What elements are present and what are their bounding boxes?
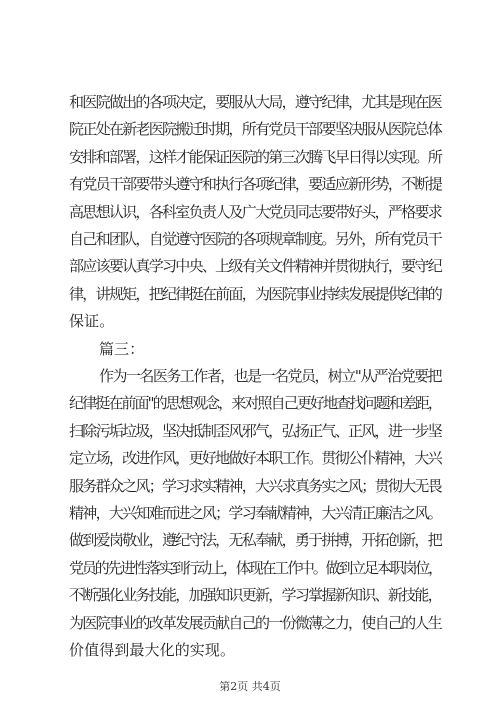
body-text-line: 党员的先进性落实到行动上，体现在工作中。做到立足本职岗位， [69, 559, 441, 577]
body-text-line: 定立场，改进作风，更好地做好本职工作。贯彻公仆精神，大兴 [69, 449, 441, 467]
body-text-line: 有党员干部要带头遵守和执行各项纪律，要适应新形势，不断提 [69, 175, 441, 193]
body-text-line: 价值得到最大化的实现。 [69, 641, 236, 659]
body-text-line: 律，讲规矩，把纪律挺在前面，为医院事业持续发展提供纪律的 [69, 285, 441, 303]
body-text-line: 做到爱岗敬业，遵纪守法，无私奉献，勇于拼搏，开拓创新，把 [69, 531, 441, 549]
body-text-line: 部应该要认真学习中央、上级有关文件精神并贯彻执行，要守纪 [69, 257, 441, 275]
body-text-line: 院正处在新老医院搬迁时期，所有党员干部要坚决服从医院总体 [69, 120, 441, 138]
body-text-line: 精神，大兴知难而进之风；学习奉献精神，大兴清正廉洁之风。 [69, 504, 441, 522]
body-text-line: 和医院做出的各项决定，要服从大局，遵守纪律，尤其是现在医 [69, 93, 441, 111]
body-text-line: 扫除污垢垃圾，坚决抵制歪风邪气，弘扬正气、正风，进一步坚 [69, 422, 441, 440]
body-text-line: 高思想认识，各科室负责人及广大党员同志要带好头，严格要求 [69, 203, 441, 221]
page-number-footer: 第2页 共4页 [219, 680, 281, 693]
body-text-line: 为医院事业的改革发展贡献自己的一份微薄之力，使自己的人生 [69, 614, 441, 632]
body-text-line: 不断强化业务技能，加强知识更新，学习掌握新知识、新技能， [69, 586, 441, 604]
body-text-line: 纪律挺在前面"的思想观念，来对照自己更好地查找问题和差距， [69, 394, 441, 412]
body-text-line: 安排和部署，这样才能保证医院的第三次腾飞早日得以实现。所 [69, 148, 441, 166]
body-text-line: 服务群众之风；学习求实精神，大兴求真务实之风；贯彻大无畏 [69, 477, 441, 495]
body-text-line: 保证。 [69, 312, 115, 330]
body-text-line: 作为一名医务工作者，也是一名党员，树立"从严治党要把 [99, 367, 441, 385]
section-heading: 篇三： [99, 340, 145, 358]
body-text-line: 自己和团队，自觉遵守医院的各项规章制度。另外，所有党员干 [69, 230, 441, 248]
